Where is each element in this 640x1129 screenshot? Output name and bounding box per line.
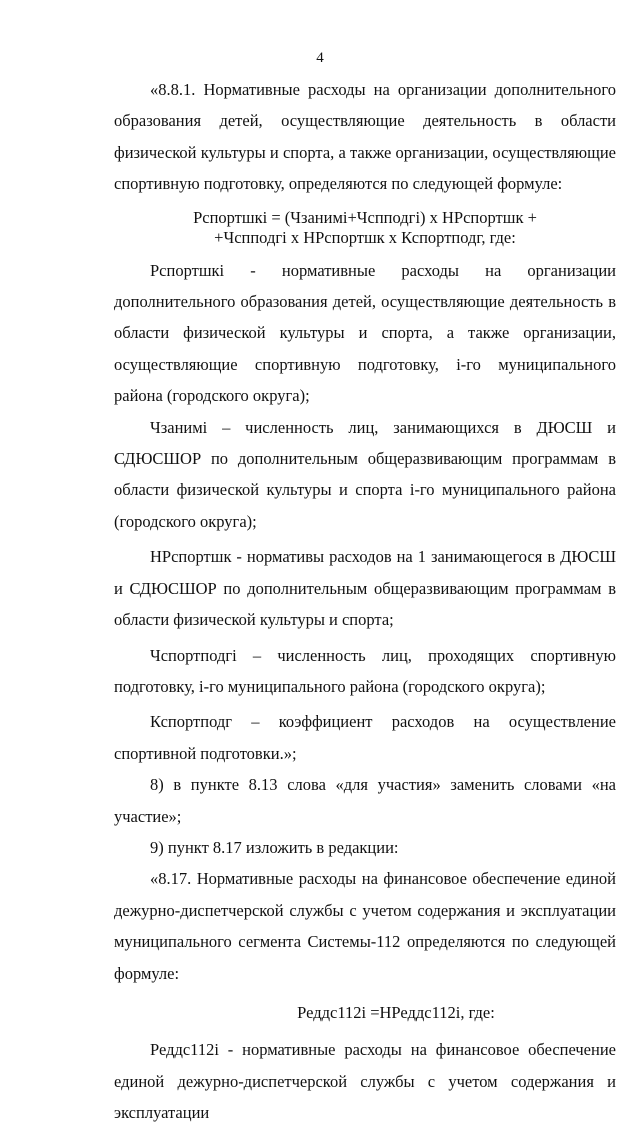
paragraph-8-8-1: «8.8.1. Нормативные расходы на организации дополнительного образования детей, осуществляющие деятельность в области физической культуры и спорта, а также организации, осуществляющие спортивную подготовку, определяются по следующей формуле: xyxy=(114,80,616,194)
item-8: 8) в пункте 8.13 слова «для участия» заменить словами «на участие»; xyxy=(114,775,616,826)
formula-line-2: +Чспподгі х НРспортшк х Кспортподг, где: xyxy=(214,227,516,247)
paragraph-8-17: «8.17. Нормативные расходы на финансовое обеспечение единой дежурно-диспетчерской службы с учетом содержания и эксплуатации муниципального сегмента Системы-112 определяются по следующей формуле: xyxy=(114,869,616,983)
definition-chzanim: Чзанимі – численность лиц, занимающихся в ДЮСШ и СДЮСШОР по дополнительным общеразвивающим программам в области физической культуры и спорта і-го муниципального района (городского округа); xyxy=(114,417,616,531)
definition-rsportshk: Рспортшкі - нормативные расходы на организации дополнительного образования детей, осуществляющие деятельность в области физической культуры и спорта, а также организации, осуществляющие спортивную подготовку, і-го муниципального района (городского округа); xyxy=(114,260,616,406)
item-9: 9) пункт 8.17 изложить в редакции: xyxy=(150,837,399,857)
definition-nrsportshk: НРспортшк - нормативы расходов на 1 занимающегося в ДЮСШ и СДЮСШОР по дополнительным общеразвивающим программам в области физической культуры и спорта; xyxy=(114,547,616,630)
definition-ksportpodg: Кспортподг – коэффициент расходов на осуществление спортивной подготовки.»; xyxy=(114,712,616,763)
definition-chsportpodg: Чспортподгі – численность лиц, проходящих спортивную подготовку, і-го муниципального района (городского округа); xyxy=(114,645,616,696)
formula-eddds: Реддс112і =НРеддс112і, где: xyxy=(297,1002,495,1022)
definition-reddds: Реддс112і - нормативные расходы на финансовое обеспечение единой дежурно-диспетчерской службы с учетом содержания и эксплуатации xyxy=(114,1040,616,1123)
formula-sport-schools xyxy=(114,208,616,248)
document-body xyxy=(114,74,616,1129)
page-number: 4 xyxy=(316,50,324,66)
formula-line-1: Рспортшкі = (Чзанимі+Чспподгі) х НРспортшк + xyxy=(193,207,537,227)
